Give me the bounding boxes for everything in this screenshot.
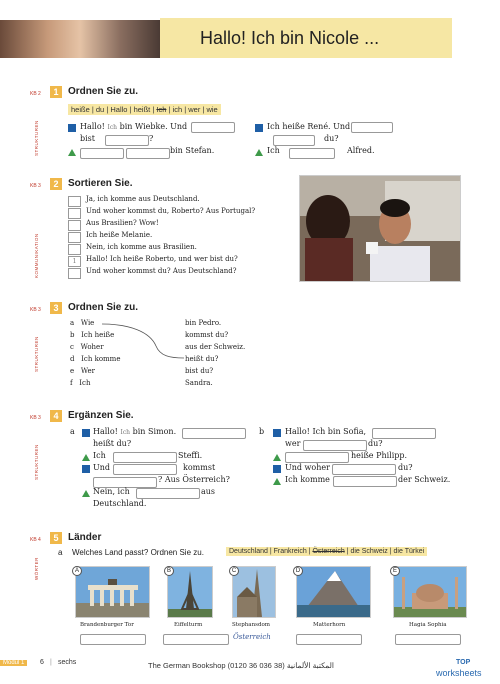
connector-line <box>100 320 190 362</box>
exercise-number: 2 <box>50 178 62 190</box>
speaker-square-icon <box>82 429 90 437</box>
list-item: aus der Schweiz. <box>185 343 246 351</box>
speaker-square-icon <box>273 465 281 473</box>
dialog-line: Ja, ich komme aus Deutschland. <box>86 195 200 203</box>
sentence: kommst <box>183 463 216 472</box>
exercise-number: 5 <box>50 532 62 544</box>
example-answer: Österreich <box>233 633 271 641</box>
speaker-square-icon <box>273 429 281 437</box>
order-box[interactable] <box>68 244 81 255</box>
kb-label: KB 3 <box>30 183 41 189</box>
answer-field[interactable] <box>191 122 235 133</box>
part-label: a <box>58 548 63 557</box>
order-box[interactable] <box>68 208 81 219</box>
list-item: a Wie <box>70 319 95 327</box>
sentence: Alfred. <box>347 146 375 155</box>
picture-caption: Stephansdom <box>232 622 270 628</box>
sentence: wer <box>285 439 301 448</box>
modul-badge: Modul 1 <box>0 660 27 666</box>
sentence: du? <box>368 439 383 448</box>
eiffelturm-photo <box>167 566 213 618</box>
picture-letter: A <box>72 566 82 576</box>
side-label: WÖRTER <box>34 557 39 580</box>
order-box[interactable] <box>68 220 81 231</box>
exercise-title: Ergänzen Sie. <box>68 410 134 421</box>
kb-label: KB 3 <box>30 415 41 421</box>
answer-field[interactable] <box>273 135 315 146</box>
answer-field[interactable] <box>285 452 349 463</box>
sentence: du? <box>324 134 339 143</box>
worksheets-logo: worksheets <box>436 668 482 678</box>
speaker-square-icon <box>255 124 263 132</box>
word-bank: heiße | du | Hallo | heißt | Ich | ich | wer | wie <box>68 104 221 115</box>
separator: | <box>50 659 52 666</box>
sentence: Steffi. <box>178 451 203 460</box>
exercise-title: Ordnen Sie zu. <box>68 86 139 97</box>
speaker-triangle-icon <box>68 149 76 156</box>
sentence: Hallo! Ich bin Simon. <box>93 427 177 436</box>
dialog-line: Aus Brasilien? Wow! <box>86 219 159 227</box>
sentence: heiße Philipp. <box>351 451 408 460</box>
sentence: Und <box>93 463 111 472</box>
answer-field[interactable] <box>113 452 177 463</box>
sentence: Und woher <box>285 463 330 472</box>
list-item: bist du? <box>185 367 214 375</box>
picture-letter: E <box>390 566 400 576</box>
sentence: heißt du? <box>93 439 132 448</box>
kb-label: KB 2 <box>30 91 41 97</box>
speaker-square-icon <box>82 465 90 473</box>
side-label: STRUKTUREN <box>34 120 39 156</box>
list-item: heißt du? <box>185 355 219 363</box>
dialog-line: Nein, ich komme aus Brasilien. <box>86 243 197 251</box>
speaker-triangle-icon <box>273 478 281 485</box>
hagia-sophia-photo <box>393 566 467 618</box>
answer-field[interactable] <box>332 464 396 475</box>
answer-field[interactable] <box>113 464 177 475</box>
sentence: Hallo! Ich bin Sofia, <box>285 427 367 436</box>
part-label: b <box>259 427 265 436</box>
side-label: KOMMUNIKATION <box>34 233 39 278</box>
list-item: d Ich komme <box>70 355 121 363</box>
picture-caption: Brandenburger Tor <box>80 622 134 628</box>
side-label: STRUKTUREN <box>34 444 39 480</box>
picture-letter: D <box>293 566 303 576</box>
dialog-line: Und woher kommst du, Roberto? Aus Portugal? <box>86 207 256 215</box>
header-photo <box>0 20 160 58</box>
sentence: Ich <box>267 146 280 155</box>
sentence: ? <box>149 134 154 143</box>
answer-field[interactable] <box>136 488 200 499</box>
picture-caption: Matterhorn <box>313 622 346 628</box>
matterhorn-photo <box>296 566 371 618</box>
exercise-number: 4 <box>50 410 62 422</box>
exercise-number: 3 <box>50 302 62 314</box>
answer-field[interactable] <box>80 148 124 159</box>
sentence: du? <box>398 463 413 472</box>
exercise-title: Ordnen Sie zu. <box>68 302 139 313</box>
page-title: Hallo! Ich bin Nicole ... <box>200 28 380 48</box>
order-box[interactable] <box>68 232 81 243</box>
picture-letter: C <box>229 566 239 576</box>
order-box[interactable] <box>68 268 81 279</box>
side-label: STRUKTUREN <box>34 336 39 372</box>
answer-field[interactable] <box>182 428 246 439</box>
top-logo: TOP <box>456 659 471 666</box>
order-box[interactable] <box>68 196 81 207</box>
answer-field[interactable] <box>372 428 436 439</box>
list-item: b Ich heiße <box>70 331 115 339</box>
list-item: kommst du? <box>185 331 229 339</box>
answer-field[interactable] <box>303 440 367 451</box>
kb-label: KB 4 <box>30 537 41 543</box>
answer-field[interactable] <box>296 634 362 645</box>
page-number: 6 <box>40 659 44 666</box>
list-item: f Ich <box>70 379 91 387</box>
speaker-triangle-icon <box>273 454 281 461</box>
answer-field[interactable] <box>163 634 229 645</box>
list-item: e Wer <box>70 367 95 375</box>
dialog-line: Hallo! Ich heiße Roberto, und wer bist du? <box>86 255 238 263</box>
answer-field[interactable] <box>351 122 393 133</box>
list-item: Sandra. <box>185 379 213 387</box>
speaker-triangle-icon <box>255 149 263 156</box>
answer-field[interactable] <box>80 634 146 645</box>
sentence: Deutschland. <box>93 499 147 508</box>
part-label: a <box>70 427 75 436</box>
sentence: Nein, ich <box>93 487 130 496</box>
brandenburger-tor-photo <box>75 566 150 618</box>
sentence: Ich heiße René. Und <box>267 122 351 131</box>
picture-letter: B <box>164 566 174 576</box>
sentence: bin Stefan. <box>170 146 215 155</box>
list-item: bin Pedro. <box>185 319 222 327</box>
instruction: Welches Land passt? Ordnen Sie zu. <box>72 548 204 557</box>
bookshop-line: The German Bookshop (0120 36 036 38) المكتبة الألمانية <box>148 661 334 670</box>
answer-field[interactable] <box>395 634 461 645</box>
exercise-number: 1 <box>50 86 62 98</box>
sentence: Ich <box>93 451 106 460</box>
page-word: sechs <box>58 659 77 666</box>
stephansdom-photo <box>232 566 276 618</box>
answer-field[interactable] <box>126 148 170 159</box>
speaker-triangle-icon <box>82 490 90 497</box>
sentence: aus <box>201 487 216 496</box>
word-bank: Deutschland | Frankreich | Österreich | die Schweiz | die Türkei <box>226 547 427 556</box>
answer-field[interactable] <box>289 148 335 159</box>
sentence: Ich komme <box>285 475 330 484</box>
sentence: ? Aus Österreich? <box>158 475 230 484</box>
cafe-photo <box>299 175 461 282</box>
dialog-line: Ich heiße Melanie. <box>86 231 153 239</box>
exercise-title: Sortieren Sie. <box>68 178 133 189</box>
kb-label: KB 3 <box>30 307 41 313</box>
picture-caption: Eiffelturm <box>174 622 203 628</box>
order-box[interactable]: 1 <box>68 256 81 267</box>
speaker-triangle-icon <box>82 454 90 461</box>
sentence: bist <box>80 134 95 143</box>
exercise-title: Länder <box>68 532 102 543</box>
sentence: Hallo! Ich bin Wiebke. Und <box>80 122 188 131</box>
answer-field[interactable] <box>333 476 397 487</box>
list-item: c Woher <box>70 343 104 351</box>
sentence: der Schweiz. <box>398 475 451 484</box>
picture-caption: Hagia Sophia <box>409 622 447 628</box>
dialog-line: Und woher kommst du? Aus Deutschland? <box>86 267 237 275</box>
answer-field[interactable] <box>105 135 149 146</box>
speaker-square-icon <box>68 124 76 132</box>
